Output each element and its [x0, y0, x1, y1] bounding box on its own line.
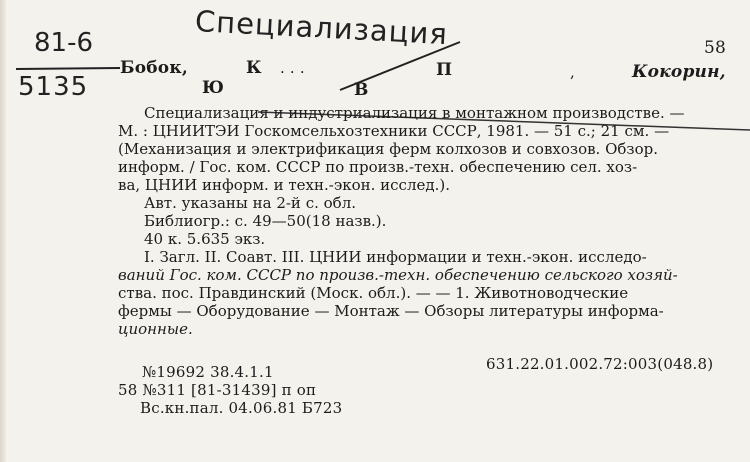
subject-line: I. Загл. II. Соавт. III. ЦНИИ информации и техн.-экон. исследо-	[144, 248, 647, 266]
body-line: информ. / Гос. ком. СССР по произв.-техн. обеспечению сел. хоз-	[118, 158, 638, 176]
note-line: Библиогр.: с. 49—50(18 назв.).	[144, 212, 387, 230]
body-line: Специализация и индустриализация в монтажном производстве. —	[144, 104, 685, 122]
header-dots: . . .	[280, 59, 305, 77]
coauthor-initial-p: П	[436, 60, 453, 80]
record-line-1: №19692 38.4.1.1	[142, 363, 274, 381]
note-line: Авт. указаны на 2-й с. обл.	[144, 194, 356, 212]
shelf-mark-bottom: 5135	[18, 72, 89, 102]
header-comma: ,	[570, 63, 575, 81]
udc-code: 631.22.01.002.72:003(048.8)	[486, 355, 714, 373]
body-line: ва, ЦНИИ информ. и техн.-экон. исслед.).	[118, 176, 450, 194]
body-line: М. : ЦНИИТЭИ Госкомсельхозтехники СССР, 1981. — 51 с.; 21 см. —	[118, 122, 670, 140]
note-line: 40 к. 5.635 экз.	[144, 230, 266, 248]
author-initial-v: В	[354, 80, 369, 100]
record-line-3: Вс.кн.пал. 04.06.81 Б723	[140, 399, 343, 417]
subject-line: ционные.	[118, 320, 193, 338]
record-line-2: 58 №311 [81-31439] п оп	[118, 381, 317, 399]
author-name: Бобок,	[120, 58, 188, 78]
author-initial-k: К	[246, 58, 262, 78]
coauthor-name: Кокорин,	[632, 62, 726, 82]
handwritten-heading: Специализация	[194, 4, 449, 52]
author-initial-yu: Ю	[202, 78, 225, 98]
subject-line: ваний Гос. ком. СССР по произв.-техн. обеспечению сельского хозяй-	[118, 266, 678, 284]
subject-line: фермы — Оборудование — Монтаж — Обзоры литературы информа-	[118, 302, 664, 320]
subject-line: ства. пос. Правдинский (Моск. обл.). — — 1. Животноводческие	[118, 284, 629, 302]
shelf-mark-top: 81-6	[34, 28, 94, 58]
card-number: 58	[704, 38, 727, 58]
body-line: (Механизация и электрификация ферм колхозов и совхозов. Обзор.	[118, 140, 658, 158]
card-body	[118, 104, 728, 338]
